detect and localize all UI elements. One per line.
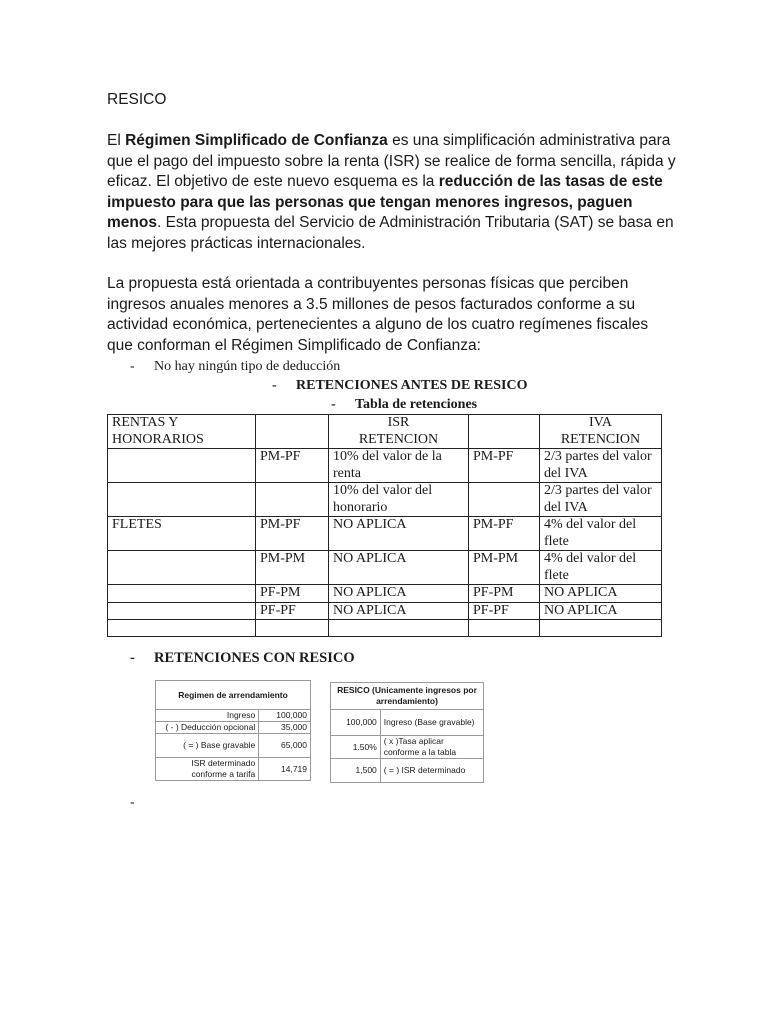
table-cell: Ingreso xyxy=(156,710,259,722)
table-cell: ( x )Tasa aplicar conforme a la tabla xyxy=(380,736,483,759)
table-cell: 14,719 xyxy=(259,758,311,781)
text-line: La propuesta está orientada a contribuyentes personas físicas que perciben xyxy=(107,275,629,292)
table-cell xyxy=(108,602,256,620)
heading-text: RETENCIONES CON RESICO xyxy=(154,650,355,666)
table-cell: 1.50% xyxy=(331,736,381,759)
bold-text: menos xyxy=(107,214,157,231)
table-cell: 65,000 xyxy=(259,734,311,758)
table-cell: PM-PF xyxy=(256,517,329,551)
table-cell xyxy=(108,551,256,585)
table-cell xyxy=(108,483,256,517)
heading-tabla-retenciones xyxy=(331,397,477,413)
table-cell: NO APLICA xyxy=(329,517,469,551)
table-row xyxy=(108,483,662,517)
table-cell: PM-PF xyxy=(469,517,540,551)
table-cell: 4% del valor del flete xyxy=(540,517,662,551)
table-row xyxy=(108,602,662,620)
table-row xyxy=(331,683,484,710)
dash: - xyxy=(130,359,135,374)
table-cell: FLETES xyxy=(108,517,256,551)
table-row xyxy=(156,734,311,758)
intro-paragraph xyxy=(107,131,676,254)
text: . Esta propuesta del Servicio de Administración Tributaria (SAT) se basa en xyxy=(156,214,674,231)
table-cell: PM-PF xyxy=(256,449,329,483)
dash: - xyxy=(130,650,135,666)
table-cell: ISR RETENCION xyxy=(329,415,469,449)
text-line: actividad económica, pertenecientes a alguno de los cuatro regímenes fiscales xyxy=(107,316,649,333)
regimen-arrendamiento-table xyxy=(155,680,311,781)
dash: - xyxy=(331,397,336,412)
table-cell xyxy=(108,585,256,603)
table-cell xyxy=(256,620,329,637)
table-cell xyxy=(469,483,540,517)
text-line: que el pago del impuesto sobre la renta (ISR) se realice de forma sencilla, rápida y xyxy=(107,152,676,170)
text-line: que conforman el Régimen Simplificado de Confianza: xyxy=(107,336,481,354)
resico-arrendamiento-table xyxy=(330,682,484,783)
table-cell: NO APLICA xyxy=(329,551,469,585)
page-title: RESICO xyxy=(107,91,167,108)
table-cell: PM-PF xyxy=(469,449,540,483)
text: es una simplificación administrativa para xyxy=(387,132,671,149)
table-cell: ( = ) ISR determinado xyxy=(380,759,483,783)
table-cell xyxy=(469,620,540,637)
table-cell: PF-PF xyxy=(256,602,329,620)
bullet-text: No hay ningún tipo de deducción xyxy=(154,359,341,374)
heading-text: RETENCIONES ANTES DE RESICO xyxy=(296,378,528,393)
table-cell xyxy=(108,620,256,637)
table-cell: ISR determinado conforme a tarifa xyxy=(156,758,259,781)
table-cell xyxy=(256,415,329,449)
table-cell: PM-PM xyxy=(256,551,329,585)
table-row xyxy=(108,585,662,603)
table-cell: ( - ) Deducción opcional xyxy=(156,722,259,734)
retenciones-table xyxy=(107,414,662,637)
table-row xyxy=(108,415,662,449)
table-cell: 10% del valor del honorario xyxy=(329,483,469,517)
table-cell xyxy=(469,415,540,449)
table-cell: 2/3 partes del valor del IVA xyxy=(540,483,662,517)
table-header: RESICO (Unicamente ingresos por arrendamiento) xyxy=(331,683,484,710)
table-cell: Ingreso (Base gravable) xyxy=(380,710,483,736)
table-row xyxy=(108,449,662,483)
table-cell: 10% del valor de la renta xyxy=(329,449,469,483)
table-cell xyxy=(108,449,256,483)
bold-text: Régimen Simplificado de Confianza xyxy=(125,132,388,149)
heading-text: Tabla de retenciones xyxy=(355,397,478,412)
table-cell: 1,500 xyxy=(331,759,381,783)
table-cell: 100,000 xyxy=(331,710,381,736)
table-cell: PM-PM xyxy=(469,551,540,585)
proposal-paragraph xyxy=(107,274,667,356)
empty-bullet: - xyxy=(130,795,135,810)
table-cell: 100,000 xyxy=(259,710,311,722)
text-line: ingresos anuales menores a 3.5 millones de pesos facturados conforme a su xyxy=(107,295,636,313)
table-cell: 35,000 xyxy=(259,722,311,734)
table-cell: PF-PF xyxy=(469,602,540,620)
bold-text: impuesto para que las personas que tengan menores ingresos, paguen xyxy=(107,193,633,211)
table-row xyxy=(156,681,311,710)
table-cell: IVA RETENCION xyxy=(540,415,662,449)
table-row xyxy=(156,710,311,722)
table-row xyxy=(108,517,662,551)
table-cell: 2/3 partes del valor del IVA xyxy=(540,449,662,483)
table-row xyxy=(331,736,484,759)
table-cell: NO APLICA xyxy=(329,585,469,603)
table-header: Regimen de arrendamiento xyxy=(156,681,311,710)
table-row xyxy=(108,620,662,637)
table-row xyxy=(331,759,484,783)
dash: - xyxy=(272,378,277,393)
table-cell: NO APLICA xyxy=(540,585,662,603)
table-cell xyxy=(256,483,329,517)
table-cell xyxy=(329,620,469,637)
table-cell xyxy=(540,620,662,637)
heading-retenciones-antes xyxy=(272,378,527,394)
table-cell: PF-PM xyxy=(469,585,540,603)
table-row xyxy=(108,551,662,585)
table-cell: ( = ) Base gravable xyxy=(156,734,259,758)
text: El xyxy=(107,132,126,149)
text-line: las mejores prácticas internacionales. xyxy=(107,234,366,252)
table-cell: 4% del valor del flete xyxy=(540,551,662,585)
table-cell: NO APLICA xyxy=(540,602,662,620)
text: eficaz. El objetivo de este nuevo esquema es la xyxy=(107,173,439,190)
heading-retenciones-con xyxy=(130,650,355,667)
bullet-deduccion xyxy=(130,359,340,375)
table-cell: PF-PM xyxy=(256,585,329,603)
bold-text: reducción de las tasas de este xyxy=(438,173,663,190)
table-row xyxy=(156,722,311,734)
table-cell: RENTAS Y HONORARIOS xyxy=(108,415,256,449)
table-row xyxy=(156,758,311,781)
table-row xyxy=(331,710,484,736)
table-cell: NO APLICA xyxy=(329,602,469,620)
